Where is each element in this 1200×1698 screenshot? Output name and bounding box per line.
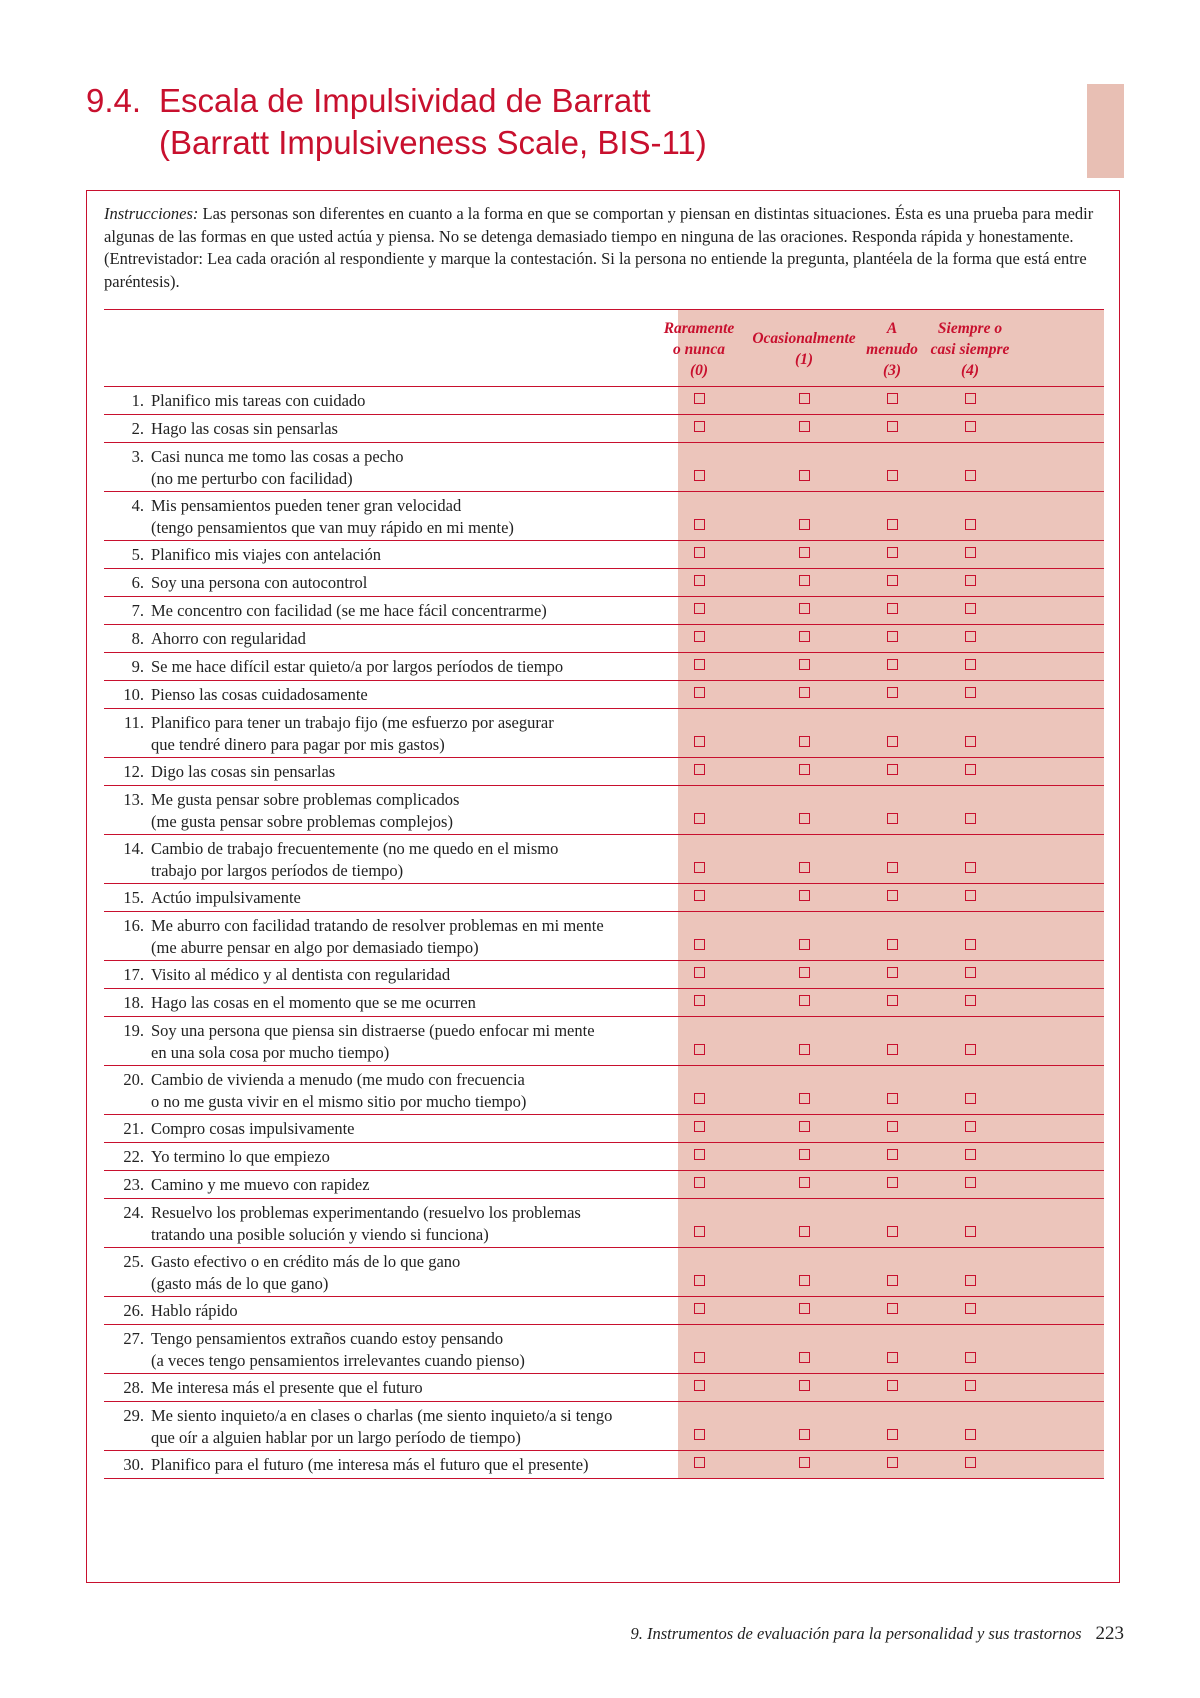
answer-checkbox-3[interactable] — [965, 1429, 976, 1440]
table-row — [104, 884, 1104, 912]
title-line-2: (Barratt Impulsiveness Scale, BIS-11) — [159, 124, 707, 161]
answer-checkbox-0[interactable] — [694, 1177, 705, 1188]
item-text-line: Digo las cosas sin pensarlas — [151, 762, 336, 781]
item-number: 7. — [131, 601, 144, 620]
item-text-line: Planifico mis viajes con antelación — [151, 545, 382, 564]
item-text-line: (no me perturbo con facilidad) — [151, 469, 353, 488]
item-text — [151, 418, 676, 440]
table-row — [104, 1297, 1104, 1325]
answer-checkbox-2[interactable] — [887, 1275, 898, 1286]
item-text-line: que oír a alguien hablar por un largo período de tiempo) — [151, 1428, 521, 1447]
answer-shade — [678, 1402, 1104, 1450]
answer-checkbox-0[interactable] — [694, 1121, 705, 1132]
item-text-line: Casi nunca me tomo las cosas a pecho — [151, 447, 404, 466]
answer-checkbox-3[interactable] — [965, 862, 976, 873]
item-text — [151, 656, 676, 678]
answer-checkbox-1[interactable] — [799, 631, 810, 642]
item-text-line: Resuelvo los problemas experimentando (resuelvo los problemas — [151, 1203, 581, 1222]
item-text-line: o no me gusta vivir en el mismo sitio por mucho tiempo) — [151, 1092, 527, 1111]
item-text-line: Soy una persona que piensa sin distraerse (puedo enfocar mi mente — [151, 1021, 595, 1040]
table-row — [104, 569, 1104, 597]
answer-shade — [678, 835, 1104, 883]
answer-checkbox-1[interactable] — [799, 393, 810, 404]
item-number: 18. — [123, 993, 144, 1012]
item-text — [151, 572, 676, 594]
answer-checkbox-2[interactable] — [887, 813, 898, 824]
item-number: 3. — [131, 447, 144, 466]
answer-checkbox-0[interactable] — [694, 1044, 705, 1055]
answer-checkbox-1[interactable] — [799, 1380, 810, 1391]
table-row — [104, 1115, 1104, 1143]
answer-shade — [678, 492, 1104, 540]
item-text-line: Me siento inquieto/a en clases o charlas (me siento inquieto/a si tengo — [151, 1406, 613, 1425]
item-text-line: Cambio de trabajo frecuentemente (no me quedo en el mismo — [151, 839, 559, 858]
answer-checkbox-1[interactable] — [799, 862, 810, 873]
table-row — [104, 653, 1104, 681]
answer-checkbox-2[interactable] — [887, 1121, 898, 1132]
item-text-line: Hago las cosas sin pensarlas — [151, 419, 338, 438]
answer-checkbox-3[interactable] — [965, 736, 976, 747]
item-text-line: Compro cosas impulsivamente — [151, 1119, 355, 1138]
item-text-line: (me gusta pensar sobre problemas complejos) — [151, 812, 453, 831]
answer-checkbox-2[interactable] — [887, 393, 898, 404]
item-text — [151, 1202, 676, 1246]
table-row — [104, 443, 1104, 492]
answer-checkbox-2[interactable] — [887, 1177, 898, 1188]
answer-checkbox-1[interactable] — [799, 575, 810, 586]
answer-checkbox-1[interactable] — [799, 890, 810, 901]
answer-checkbox-2[interactable] — [887, 519, 898, 530]
item-number: 4. — [131, 496, 144, 515]
answer-checkbox-0[interactable] — [694, 1429, 705, 1440]
table-row — [104, 625, 1104, 653]
table-row — [104, 835, 1104, 884]
answer-checkbox-3[interactable] — [965, 1352, 976, 1363]
answer-checkbox-0[interactable] — [694, 1093, 705, 1104]
answer-checkbox-2[interactable] — [887, 764, 898, 775]
answer-checkbox-1[interactable] — [799, 1429, 810, 1440]
item-text-line: Gasto efectivo o en crédito más de lo que gano — [151, 1252, 461, 1271]
answer-checkbox-0[interactable] — [694, 470, 705, 481]
answer-checkbox-2[interactable] — [887, 939, 898, 950]
answer-checkbox-2[interactable] — [887, 1149, 898, 1160]
answer-checkbox-3[interactable] — [965, 519, 976, 530]
page-number: 223 — [1095, 1623, 1124, 1644]
item-number: 1. — [131, 391, 144, 410]
scale-table — [104, 309, 1104, 1479]
item-text — [151, 684, 676, 706]
answer-checkbox-1[interactable] — [799, 1275, 810, 1286]
item-text — [151, 495, 676, 539]
item-text-line: (gasto más de lo que gano) — [151, 1274, 329, 1293]
item-number: 27. — [123, 1329, 144, 1348]
answer-checkbox-3[interactable] — [965, 547, 976, 558]
answer-checkbox-0[interactable] — [694, 421, 705, 432]
answer-checkbox-2[interactable] — [887, 547, 898, 558]
answer-shade — [678, 1017, 1104, 1065]
table-row — [104, 1374, 1104, 1402]
table-row — [104, 541, 1104, 569]
answer-checkbox-0[interactable] — [694, 813, 705, 824]
item-text-line: Planifico mis tareas con cuidado — [151, 391, 366, 410]
answer-checkbox-2[interactable] — [887, 1352, 898, 1363]
page-footer — [631, 1623, 1125, 1645]
answer-checkbox-1[interactable] — [799, 1121, 810, 1132]
answer-checkbox-1[interactable] — [799, 1177, 810, 1188]
item-text-line: Visito al médico y al dentista con regularidad — [151, 965, 451, 984]
answer-checkbox-3[interactable] — [965, 1380, 976, 1391]
item-text — [151, 915, 676, 959]
item-text-line: Planifico para tener un trabajo fijo (me esfuerzo por asegurar — [151, 713, 554, 732]
item-text — [151, 1328, 676, 1372]
item-text-line: tratando una posible solución y viendo si funciona) — [151, 1225, 489, 1244]
answer-checkbox-1[interactable] — [799, 764, 810, 775]
item-text — [151, 838, 676, 882]
answer-shade — [678, 709, 1104, 757]
answer-checkbox-3[interactable] — [965, 1044, 976, 1055]
item-number: 21. — [123, 1119, 144, 1138]
answer-checkbox-0[interactable] — [694, 967, 705, 978]
item-text — [151, 1118, 676, 1140]
answer-checkbox-1[interactable] — [799, 470, 810, 481]
item-number: 15. — [123, 888, 144, 907]
item-number: 10. — [123, 685, 144, 704]
answer-checkbox-0[interactable] — [694, 1303, 705, 1314]
instructions — [104, 203, 1104, 293]
item-text — [151, 964, 676, 986]
answer-checkbox-3[interactable] — [965, 995, 976, 1006]
item-number: 26. — [123, 1301, 144, 1320]
answer-checkbox-2[interactable] — [887, 1457, 898, 1468]
answer-checkbox-2[interactable] — [887, 967, 898, 978]
table-row — [104, 786, 1104, 835]
item-text — [151, 1020, 676, 1064]
answer-checkbox-3[interactable] — [965, 1177, 976, 1188]
option-header-2: A menudo (3) — [866, 320, 918, 379]
item-text — [151, 992, 676, 1014]
answer-checkbox-0[interactable] — [694, 1149, 705, 1160]
item-text — [151, 761, 676, 783]
answer-checkbox-0[interactable] — [694, 890, 705, 901]
answer-checkbox-0[interactable] — [694, 995, 705, 1006]
answer-checkbox-2[interactable] — [887, 995, 898, 1006]
answer-checkbox-2[interactable] — [887, 862, 898, 873]
answer-checkbox-1[interactable] — [799, 1457, 810, 1468]
item-number: 22. — [123, 1147, 144, 1166]
item-number: 13. — [123, 790, 144, 809]
item-number: 14. — [123, 839, 144, 858]
item-text-line: Se me hace difícil estar quieto/a por largos períodos de tiempo — [151, 657, 564, 676]
table-row — [104, 387, 1104, 415]
answer-checkbox-3[interactable] — [965, 631, 976, 642]
answer-checkbox-2[interactable] — [887, 421, 898, 432]
answer-checkbox-2[interactable] — [887, 659, 898, 670]
answer-checkbox-2[interactable] — [887, 1303, 898, 1314]
answer-checkbox-3[interactable] — [965, 1303, 976, 1314]
answer-checkbox-1[interactable] — [799, 603, 810, 614]
item-number: 24. — [123, 1203, 144, 1222]
answer-checkbox-3[interactable] — [965, 687, 976, 698]
item-text-line: (tengo pensamientos que van muy rápido en mi mente) — [151, 518, 514, 537]
item-number: 29. — [123, 1406, 144, 1425]
item-text-line: Me aburro con facilidad tratando de resolver problemas en mi mente — [151, 916, 604, 935]
answer-checkbox-3[interactable] — [965, 1149, 976, 1160]
answer-shade — [678, 1066, 1104, 1114]
item-text — [151, 1454, 676, 1476]
answer-checkbox-3[interactable] — [965, 939, 976, 950]
answer-checkbox-1[interactable] — [799, 421, 810, 432]
table-row — [104, 1143, 1104, 1171]
item-number: 17. — [123, 965, 144, 984]
answer-checkbox-3[interactable] — [965, 575, 976, 586]
item-text-line: Soy una persona con autocontrol — [151, 573, 368, 592]
answer-checkbox-1[interactable] — [799, 1226, 810, 1237]
answer-shade — [678, 443, 1104, 491]
answer-shade — [678, 786, 1104, 834]
answer-checkbox-2[interactable] — [887, 1226, 898, 1237]
option-header-3: Siempre o casi siempre (4) — [930, 320, 1010, 379]
answer-shade — [678, 1248, 1104, 1296]
title-line-1: Escala de Impulsividad de Barratt — [159, 82, 651, 119]
answer-checkbox-3[interactable] — [965, 1121, 976, 1132]
item-text-line: Pienso las cosas cuidadosamente — [151, 685, 368, 704]
table-row — [104, 989, 1104, 1017]
item-text-line: Hago las cosas en el momento que se me ocurren — [151, 993, 476, 1012]
item-text-line: (me aburre pensar en algo por demasiado tiempo) — [151, 938, 479, 957]
item-text-line: en una sola cosa por mucho tiempo) — [151, 1043, 390, 1062]
table-row — [104, 492, 1104, 541]
answer-checkbox-0[interactable] — [694, 1457, 705, 1468]
item-text-line: que tendré dinero para pagar por mis gastos) — [151, 735, 445, 754]
answer-checkbox-0[interactable] — [694, 736, 705, 747]
answer-checkbox-1[interactable] — [799, 687, 810, 698]
answer-checkbox-1[interactable] — [799, 1303, 810, 1314]
answer-checkbox-3[interactable] — [965, 393, 976, 404]
answer-checkbox-0[interactable] — [694, 519, 705, 530]
answer-checkbox-2[interactable] — [887, 1380, 898, 1391]
item-number: 23. — [123, 1175, 144, 1194]
answer-checkbox-1[interactable] — [799, 1044, 810, 1055]
answer-checkbox-2[interactable] — [887, 470, 898, 481]
item-text-line: Me gusta pensar sobre problemas complicados — [151, 790, 460, 809]
item-text — [151, 600, 676, 622]
item-text — [151, 887, 676, 909]
answer-checkbox-1[interactable] — [799, 995, 810, 1006]
answer-checkbox-1[interactable] — [799, 519, 810, 530]
answer-checkbox-3[interactable] — [965, 421, 976, 432]
instructions-lead: Instrucciones: — [104, 204, 199, 223]
answer-checkbox-3[interactable] — [965, 1226, 976, 1237]
item-number: 28. — [123, 1378, 144, 1397]
table-row — [104, 415, 1104, 443]
item-text — [151, 446, 676, 490]
questionnaire-frame — [86, 190, 1120, 1583]
table-row — [104, 1017, 1104, 1066]
item-number: 6. — [131, 573, 144, 592]
answer-checkbox-0[interactable] — [694, 631, 705, 642]
answer-checkbox-0[interactable] — [694, 1226, 705, 1237]
option-header-1: Ocasionalmente (1) — [752, 330, 856, 368]
answer-checkbox-1[interactable] — [799, 547, 810, 558]
item-text-line: Ahorro con regularidad — [151, 629, 306, 648]
item-text — [151, 1174, 676, 1196]
item-text — [151, 1405, 676, 1449]
table-row — [104, 1171, 1104, 1199]
item-text — [151, 789, 676, 833]
table-header — [104, 309, 1104, 387]
table-row — [104, 1325, 1104, 1374]
answer-checkbox-1[interactable] — [799, 1093, 810, 1104]
answer-checkbox-0[interactable] — [694, 1380, 705, 1391]
item-text — [151, 1069, 676, 1113]
item-number: 30. — [123, 1455, 144, 1474]
answer-checkbox-1[interactable] — [799, 939, 810, 950]
item-number: 19. — [123, 1021, 144, 1040]
table-row — [104, 912, 1104, 961]
item-number: 8. — [131, 629, 144, 648]
answer-checkbox-1[interactable] — [799, 736, 810, 747]
answer-checkbox-0[interactable] — [694, 939, 705, 950]
item-text-line: Mis pensamientos pueden tener gran velocidad — [151, 496, 462, 515]
table-row — [104, 1402, 1104, 1451]
item-number: 16. — [123, 916, 144, 935]
item-number: 11. — [123, 713, 144, 732]
item-text-line: Hablo rápido — [151, 1301, 238, 1320]
item-text — [151, 1251, 676, 1295]
item-text-line: Me concentro con facilidad (se me hace fácil concentrarme) — [151, 601, 547, 620]
item-text — [151, 712, 676, 756]
answer-checkbox-3[interactable] — [965, 890, 976, 901]
table-row — [104, 961, 1104, 989]
answer-checkbox-2[interactable] — [887, 575, 898, 586]
answer-checkbox-0[interactable] — [694, 1275, 705, 1286]
item-number: 20. — [123, 1070, 144, 1089]
item-text-line: Tengo pensamientos extraños cuando estoy pensando — [151, 1329, 504, 1348]
item-text — [151, 390, 676, 412]
table-row — [104, 681, 1104, 709]
item-text — [151, 544, 676, 566]
table-row — [104, 758, 1104, 786]
answer-checkbox-0[interactable] — [694, 659, 705, 670]
answer-checkbox-3[interactable] — [965, 470, 976, 481]
answer-checkbox-3[interactable] — [965, 764, 976, 775]
instructions-body: Las personas son diferentes en cuanto a la forma en que se comportan y piensan en distintas situaciones. Ésta es una prueba para medir algunas de las formas en que usted actúa y piensa. No se detenga demasiado tiempo en ninguna de las oraciones. Responda rápida y honestamente. (Entrevistador: Lea cada oración al respondiente y marque la contestación. Si la persona no entiende la pregunta, plantéela de la forma que está entre paréntesis). — [104, 204, 1094, 291]
answer-checkbox-2[interactable] — [887, 1093, 898, 1104]
answer-checkbox-1[interactable] — [799, 659, 810, 670]
item-text — [151, 1300, 676, 1322]
answer-shade — [678, 1199, 1104, 1247]
answer-checkbox-2[interactable] — [887, 1044, 898, 1055]
answer-checkbox-2[interactable] — [887, 631, 898, 642]
table-row — [104, 1066, 1104, 1115]
table-row — [104, 1248, 1104, 1297]
answer-checkbox-0[interactable] — [694, 547, 705, 558]
answer-checkbox-2[interactable] — [887, 603, 898, 614]
answer-checkbox-0[interactable] — [694, 393, 705, 404]
item-number: 9. — [131, 657, 144, 676]
answer-checkbox-0[interactable] — [694, 603, 705, 614]
item-text — [151, 628, 676, 650]
item-text — [151, 1146, 676, 1168]
answer-checkbox-0[interactable] — [694, 687, 705, 698]
answer-checkbox-0[interactable] — [694, 1352, 705, 1363]
answer-checkbox-2[interactable] — [887, 736, 898, 747]
item-text-line: Yo termino lo que empiezo — [151, 1147, 330, 1166]
answer-shade — [678, 1325, 1104, 1373]
answer-checkbox-0[interactable] — [694, 862, 705, 873]
item-text-line: Cambio de vivienda a menudo (me mudo con frecuencia — [151, 1070, 525, 1089]
item-text-line: Camino y me muevo con rapidez — [151, 1175, 370, 1194]
answer-checkbox-0[interactable] — [694, 764, 705, 775]
item-text-line: trabajo por largos períodos de tiempo) — [151, 861, 404, 880]
item-number: 5. — [131, 545, 144, 564]
item-number: 2. — [131, 419, 144, 438]
answer-checkbox-3[interactable] — [965, 603, 976, 614]
answer-checkbox-2[interactable] — [887, 1429, 898, 1440]
item-number: 25. — [123, 1252, 144, 1271]
answer-checkbox-1[interactable] — [799, 1352, 810, 1363]
item-number: 12. — [123, 762, 144, 781]
answer-checkbox-1[interactable] — [799, 967, 810, 978]
option-header-0: Raramente o nunca (0) — [663, 320, 735, 379]
item-text-line: Me interesa más el presente que el futuro — [151, 1378, 423, 1397]
answer-checkbox-2[interactable] — [887, 890, 898, 901]
section-number: 9.4. — [86, 82, 142, 119]
answer-checkbox-3[interactable] — [965, 1093, 976, 1104]
answer-checkbox-3[interactable] — [965, 659, 976, 670]
answer-checkbox-0[interactable] — [694, 575, 705, 586]
answer-checkbox-1[interactable] — [799, 813, 810, 824]
footer-text: 9. Instrumentos de evaluación para la personalidad y sus trastornos — [630, 1624, 1082, 1643]
chapter-tab-marker — [1087, 84, 1124, 178]
answer-checkbox-1[interactable] — [799, 1149, 810, 1160]
answer-checkbox-2[interactable] — [887, 687, 898, 698]
answer-checkbox-3[interactable] — [965, 1275, 976, 1286]
page-title — [86, 80, 707, 164]
table-row — [104, 1199, 1104, 1248]
answer-shade — [678, 912, 1104, 960]
item-text-line: Actúo impulsivamente — [151, 888, 301, 907]
answer-checkbox-3[interactable] — [965, 967, 976, 978]
item-text — [151, 1377, 676, 1399]
table-row — [104, 1451, 1104, 1479]
item-text-line: Planifico para el futuro (me interesa más el futuro que el presente) — [151, 1455, 589, 1474]
answer-checkbox-3[interactable] — [965, 813, 976, 824]
table-row — [104, 597, 1104, 625]
answer-checkbox-3[interactable] — [965, 1457, 976, 1468]
table-row — [104, 709, 1104, 758]
item-text-line: (a veces tengo pensamientos irrelevantes cuando pienso) — [151, 1351, 525, 1370]
